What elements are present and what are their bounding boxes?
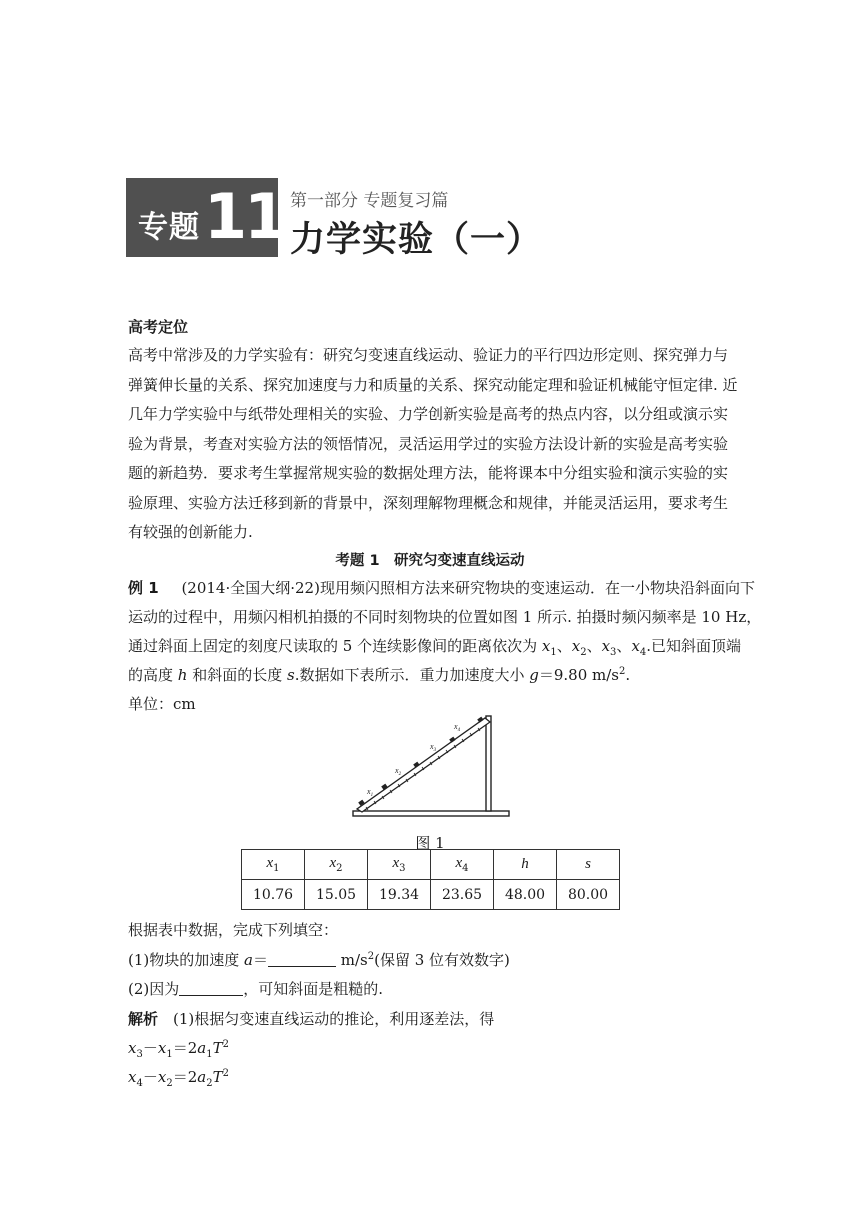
solution-label: 解析 xyxy=(128,1010,159,1028)
example-line-1: 例 1 (2014·全国大纲·22)现用频闪照相方法来研究物块的变速运动．在一小物块沿斜面向下 xyxy=(128,579,755,597)
table-cell: 10.76 xyxy=(242,880,305,910)
paragraph-line: 高考中常涉及的力学实验有：研究匀变速直线运动、验证力的平行四边形定则、探究弹力与 xyxy=(128,346,729,364)
label-x3: $x_3$ xyxy=(430,742,437,753)
figure-caption: 图 1 xyxy=(415,834,445,852)
table-cell: 48.00 xyxy=(494,880,557,910)
paragraph-line: 弹簧伸长量的关系、探究加速度与力和质量的关系、探究动能定理和验证机械能守恒定律. 近 xyxy=(128,375,738,394)
example-line-3: 通过斜面上固定的刻度尺读取的 5 个连续影像间的距离依次为 $x_1$、$x_2$、$x_3$、$x_4$.已知斜面顶端 xyxy=(128,637,742,658)
example-line-4: 的高度 h 和斜面的长度 s.数据如下表所示．重力加速度大小 g＝9.80 $m/s^2$. xyxy=(128,666,631,684)
label-x1: $x_1$ xyxy=(367,787,374,798)
incline-figure xyxy=(350,712,512,822)
paragraph-line: 有较强的创新能力. xyxy=(128,523,253,541)
label-x4: $x_4$ xyxy=(454,722,461,733)
label-x2: $x_2$ xyxy=(395,766,402,777)
table-header-cell: $x_2$ xyxy=(305,850,368,880)
question-2: (2)因为 ，可知斜面是粗糙的. xyxy=(128,980,384,998)
topic-title: 考题 1 研究匀变速直线运动 xyxy=(335,553,525,569)
unit-label: 单位：cm xyxy=(128,695,196,713)
example-label: 例 1 xyxy=(128,579,159,597)
ruler-ticks xyxy=(366,728,480,810)
badge-label: 专题 xyxy=(138,210,200,245)
solution-line: 解析 (1)根据匀变速直线运动的推论，利用逐差法，得 xyxy=(128,1010,495,1028)
base-plate xyxy=(353,811,509,816)
page-title: 力学实验（一） xyxy=(290,220,543,260)
incline-plank xyxy=(357,718,490,812)
equation-2: $x_4-x_2=2a_2T^2$ xyxy=(128,1068,229,1089)
question-1: (1)物块的加速度 $a= m/s^2$(保留 3 位有效数字) xyxy=(128,951,510,969)
table-cell: 23.65 xyxy=(431,880,494,910)
paragraph-line: 题的新趋势．要求考生掌握常规实验的数据处理方法，能将课本中分组实验和演示实验的实 xyxy=(128,464,729,482)
table-header-cell: $x_4$ xyxy=(431,850,494,880)
table-cell: 80.00 xyxy=(557,880,620,910)
positioning-heading: 高考定位 xyxy=(128,318,189,336)
paragraph-line: 几年力学实验中与纸带处理相关的实验、力学创新实验是高考的热点内容，以分组或演示实 xyxy=(128,405,729,423)
answer-blank-1[interactable] xyxy=(268,952,336,967)
block-images xyxy=(358,717,483,806)
paragraph-line: 验原理、实验方法迁移到新的背景中，深刻理解物理概念和规律，并能灵活运用，要求考生 xyxy=(128,493,729,512)
table-cell: 19.34 xyxy=(368,880,431,910)
table-header-cell: $x_3$ xyxy=(368,850,431,880)
questions-intro: 根据表中数据，完成下列填空： xyxy=(128,921,339,939)
table-header-cell: $x_1$ xyxy=(242,850,305,880)
badge-number: 11 xyxy=(204,180,285,253)
table-header-cell: h xyxy=(494,850,557,880)
example-line-2: 运动的过程中，用频闪相机拍摄的不同时刻物块的位置如图 1 所示. 拍摄时频闪频率是 10 Hz， xyxy=(128,608,762,626)
answer-blank-2[interactable] xyxy=(179,981,243,996)
section-label: 第一部分 专题复习篇 xyxy=(290,191,449,211)
equation-1: $x_3-x_1=2a_1T^2$ xyxy=(128,1039,229,1060)
table-row xyxy=(242,880,620,910)
segment-labels xyxy=(366,722,461,798)
table-header-row xyxy=(242,850,620,880)
paragraph-line: 验为背景，考查对实验方法的领悟情况，灵活运用学过的实验方法设计新的实验是高考实验 xyxy=(128,434,729,453)
vertical-post xyxy=(486,716,491,811)
table-header-cell: s xyxy=(557,850,620,880)
chapter-badge xyxy=(126,178,285,257)
data-table xyxy=(241,849,620,910)
table-cell: 15.05 xyxy=(305,880,368,910)
positioning-paragraph xyxy=(128,341,738,548)
